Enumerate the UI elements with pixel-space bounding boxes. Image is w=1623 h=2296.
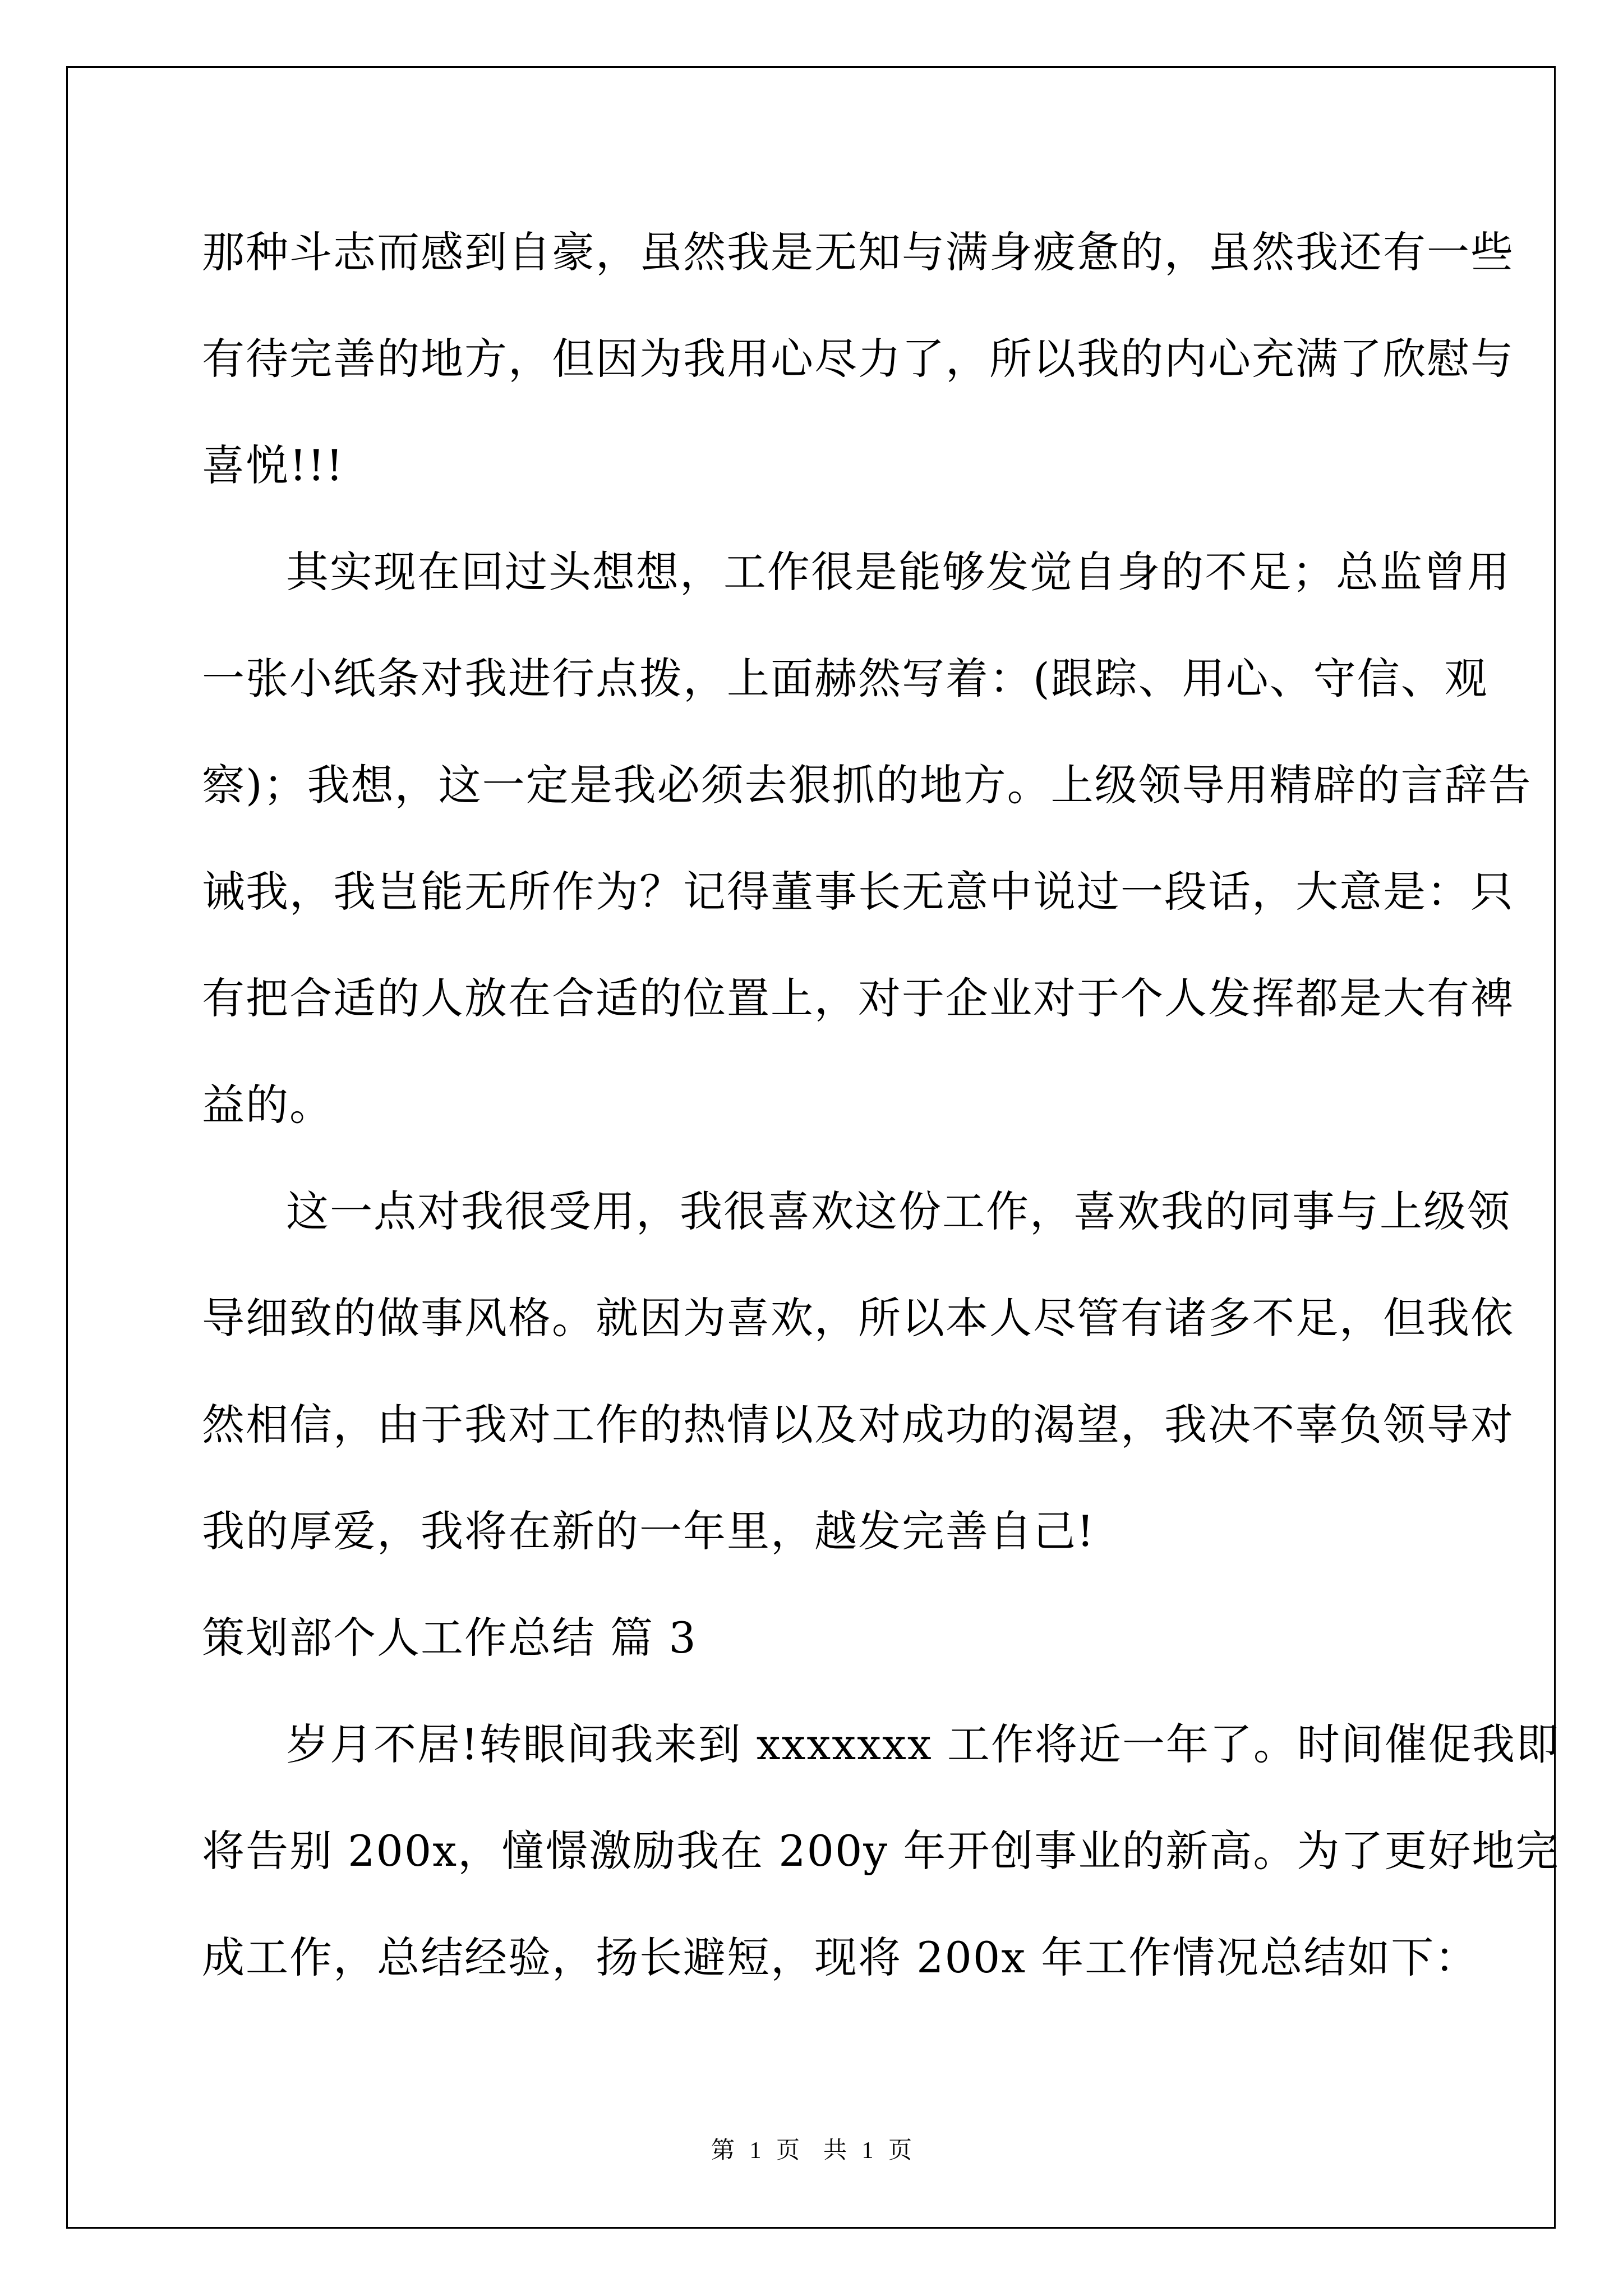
paragraph-line: 岁月不居!转眼间我来到 xxxxxxx 工作将近一年了。时间催促我即 bbox=[286, 1719, 1560, 1769]
paragraph-line: 有把合适的人放在合适的位置上，对于企业对于个人发挥都是大有裨 bbox=[202, 973, 1514, 1023]
paragraph-line: 我的厚爱，我将在新的一年里，越发完善自己! bbox=[202, 1506, 1095, 1556]
paragraph-line: 有待完善的地方，但因为我用心尽力了，所以我的内心充满了欣慰与 bbox=[202, 334, 1514, 384]
paragraph-line: 然相信，由于我对工作的热情以及对成功的渴望，我决不辜负领导对 bbox=[202, 1400, 1514, 1450]
paragraph-line: 察)；我想，这一定是我必须去狠抓的地方。上级领导用精辟的言辞告 bbox=[202, 760, 1532, 810]
paragraph-line: 导细致的做事风格。就因为喜欢，所以本人尽管有诸多不足，但我依 bbox=[202, 1293, 1514, 1343]
paragraph-line: 诫我，我岂能无所作为？记得董事长无意中说过一段话，大意是：只 bbox=[202, 867, 1514, 917]
paragraph-line: 那种斗志而感到自豪，虽然我是无知与满身疲惫的，虽然我还有一些 bbox=[202, 227, 1514, 277]
paragraph-line: 成工作，总结经验，扬长避短，现将 200x 年工作情况总结如下： bbox=[202, 1932, 1479, 1982]
paragraph-line: 其实现在回过头想想，工作很是能够发觉自身的不足；总监曾用 bbox=[286, 547, 1511, 597]
section-heading: 策划部个人工作总结 篇 3 bbox=[202, 1613, 697, 1663]
paragraph-line: 这一点对我很受用，我很喜欢这份工作，喜欢我的同事与上级领 bbox=[286, 1186, 1511, 1236]
document-body bbox=[202, 216, 1560, 2028]
paragraph-line: 将告别 200x，憧憬激励我在 200y 年开创事业的新高。为了更好地完 bbox=[202, 1826, 1560, 1876]
page-number-footer: 第 1 页 共 1 页 bbox=[711, 2138, 912, 2164]
paragraph-line: 一张小纸条对我进行点拨，上面赫然写着：(跟踪、用心、守信、观 bbox=[202, 654, 1488, 703]
paragraph-line: 益的。 bbox=[202, 1080, 333, 1130]
paragraph-line: 喜悦!!! bbox=[202, 440, 344, 490]
